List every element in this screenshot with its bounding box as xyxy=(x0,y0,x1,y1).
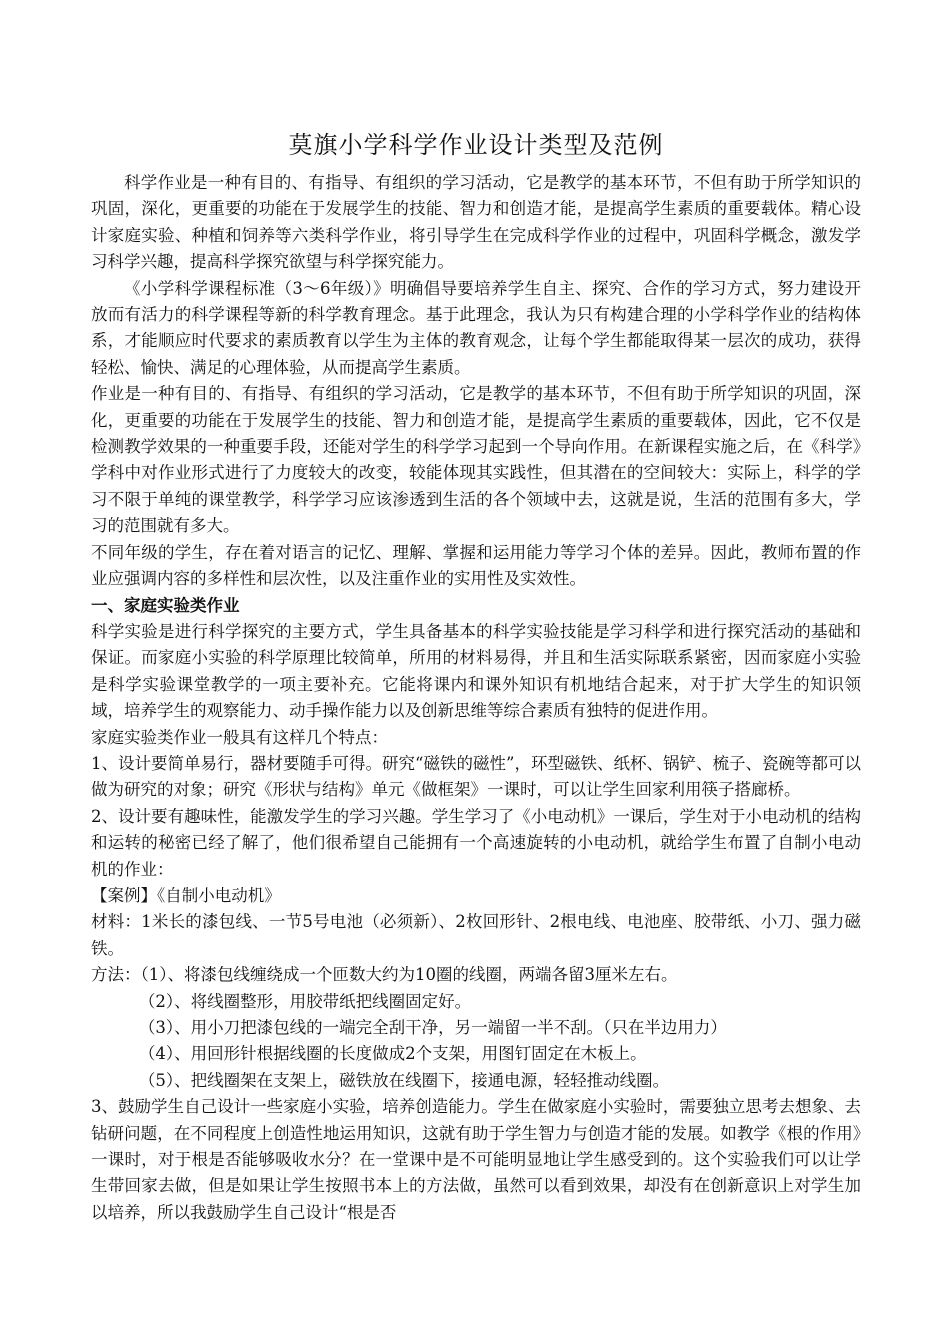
materials: 材料：1米长的漆包线、一节5号电池（必须新）、2枚回形针、2根电线、电池座、胶带纸、小刀、强力磁铁。 xyxy=(91,912,861,958)
method-step-5: （5）、把线圈架在支架上，磁铁放在线圈下，接通电源，轻轻推动线圈。 xyxy=(138,1070,670,1090)
method-step-1 xyxy=(91,962,861,988)
case-title: 【案例】《自制小电动机》 xyxy=(91,885,281,905)
intro-paragraph-2: 《小学科学课程标准（3～6年级）》明确倡导要培养学生自主、探究、合作的学习方式，努力建设开放而有活力的科学课程等新的科学教育理念。基于此理念，我认为只有构建合理的小学科学作业的结构体系，才能顺应时代要求的素质教育以学生为主体的教育观念，让每个学生都能取得某一层次的成功，获得轻松、愉快、满足的心理体验，从而提高学生素质。 xyxy=(91,278,861,377)
section-heading: 一、家庭实验类作业 xyxy=(91,595,240,615)
step-1-text: （1）、将漆包线缠绕成一个匝数大约为10圈的线圈，两端各留3厘米左右。 xyxy=(140,965,678,985)
method-step-4: （4）、用回形针根据线圈的长度做成2个支架，用图钉固定在木板上。 xyxy=(138,1044,647,1064)
point-2: 2、设计要有趣味性，能激发学生的学习兴趣。学生学习了《小电动机》一课后，学生对于小电动机的结构和运转的秘密已经了解了，他们很希望自己能拥有一个高速旋转的小电动机，就给学生布置了自制小电动机的作业： xyxy=(91,806,861,879)
intro-paragraph-3: 作业是一种有目的、有指导、有组织的学习活动，它是教学的基本环节，不但有助于所学知识的巩固，深化，更重要的功能在于发展学生的技能、智力和创造才能，是提高学生素质的重要载体，因此，它不仅是检测教学效果的一种重要手段，还能对学生的科学学习起到一个导向作用。在新课程实施之后，在《科学》学科中对作业形式进行了力度较大的改变，较能体现其实践性，但其潜在的空间较大：实际上，科学的学习不限于单纯的课堂教学，科学学习应该渗透到生活的各个领域中去，这就是说，生活的范围有多大，学习的范围就有多大。 xyxy=(91,384,861,536)
document-page xyxy=(91,128,861,1226)
document-title: 莫旗小学科学作业设计类型及范例 xyxy=(288,131,664,159)
point-3: 3、鼓励学生自己设计一些家庭小实验，培养创造能力。学生在做家庭小实验时，需要独立思考去想象、去钻研问题，在不同程度上创造性地运用知识，这就有助于学生智力与创造才能的发展。如教学《根的作用》一课时，对于根是否能够吸收水分？在一堂课中是不可能明显地让学生感受到的。这个实验我们可以让学生带回家去做，但是如果让学生按照书本上的方法做，虽然可以看到效果，却没有在创新意识上对学生加以培养，所以我鼓励学生自己设计“根是否 xyxy=(91,1097,861,1222)
intro-paragraph-1: 科学作业是一种有目的、有指导、有组织的学习活动，它是教学的基本环节，不但有助于所学知识的巩固，深化，更重要的功能在于发展学生的技能、智力和创造才能，是提高学生素质的重要载体。精心设计家庭实验、种植和饲养等六类科学作业，将引导学生在完成科学作业的过程中，巩固科学概念，激发学习科学兴趣，提高科学探究欲望与科学探究能力。 xyxy=(91,173,861,272)
section-paragraph-2: 家庭实验类作业一般具有这样几个特点： xyxy=(91,727,388,747)
method-label: 方法： xyxy=(91,965,141,985)
point-1: 1、设计要简单易行，器材要随手可得。研究“磁铁的磁性”，环型磁铁、纸杯、锅铲、梳子、瓷碗等都可以做为研究的对象；研究《形状与结构》单元《做框架》一课时，可以让学生回家利用筷子搭廊桥。 xyxy=(91,753,861,800)
method-step-2: （2）、将线圈整形，用胶带纸把线圈固定好。 xyxy=(138,991,472,1011)
method-step-3: （3）、用小刀把漆包线的一端完全刮干净，另一端留一半不刮。（只在半边用力） xyxy=(138,1018,727,1037)
intro-paragraph-4: 不同年级的学生，存在着对语言的记忆、理解、掌握和运用能力等学习个体的差异。因此，教师布置的作业应强调内容的多样性和层次性，以及注重作业的实用性及实效性。 xyxy=(91,542,861,589)
section-paragraph-1: 科学实验是进行科学探究的主要方式，学生具备基本的科学实验技能是学习科学和进行探究活动的基础和保证。而家庭小实验的科学原理比较简单，所用的材料易得，并且和生活实际联系紧密，因而家庭小实验是科学实验课堂教学的一项主要补充。它能将课内和课外知识有机地结合起来，对于扩大学生的知识领域，培养学生的观察能力、动手操作能力以及创新思维等综合素质有独特的促进作用。 xyxy=(91,621,861,721)
